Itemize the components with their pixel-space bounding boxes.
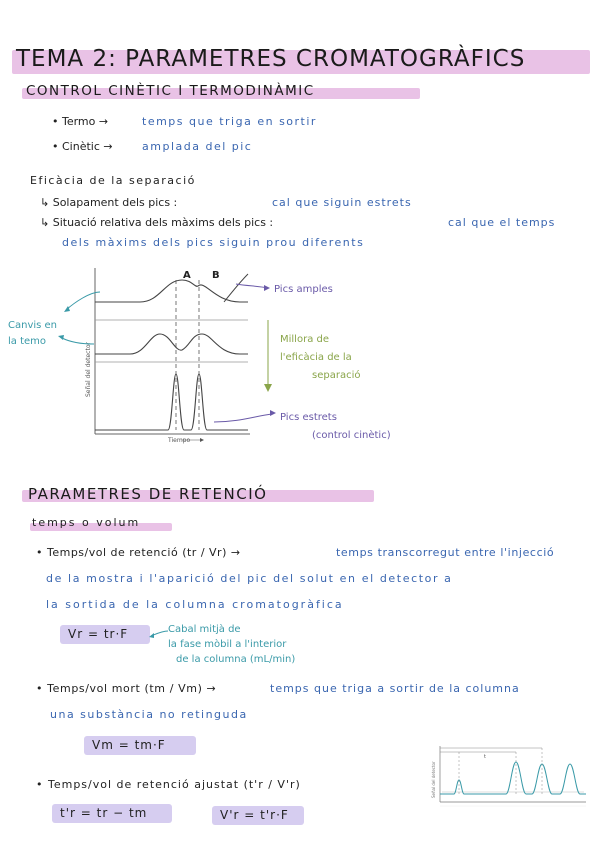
dead-time-term: • Temps/vol mort (tm / Vm) → (36, 682, 217, 695)
efficacy-title: Eficàcia de la separació (30, 174, 196, 187)
formula-vm: Vm = tm·F (92, 738, 166, 752)
note-narrow-1: Pics estrets (280, 412, 337, 423)
page-title: TEMA 2: PARAMETRES CROMATOGRÀFICS (16, 46, 526, 72)
formula1-note-arrow (148, 628, 170, 640)
bullet-cinetic-term: • Cinètic → (52, 140, 113, 153)
eff-position-term: ↳ Situació relativa dels màxims dels pics : (40, 216, 274, 229)
y-axis-label: Señal del detector (85, 342, 92, 397)
eff-position-def-b: dels màxims dels pics siguin prou diferents (62, 236, 365, 249)
adjusted-time-term: • Temps/vol de retenció ajustat (t'r / V'r) (36, 778, 301, 791)
note-left-1: Canvis en (8, 320, 58, 331)
chromatogram-figure (0, 262, 600, 452)
bullet-termo-term: • Termo → (52, 115, 109, 128)
section-subtitle: CONTROL CINÈTIC I TERMODINÀMIC (26, 83, 315, 99)
bullet-cinetic-def: amplada del pic (142, 140, 253, 153)
eff-overlap-term: ↳ Solapament dels pics : (40, 196, 178, 209)
section2-title: PARAMETRES DE RETENCIÓ (28, 485, 268, 503)
bullet-termo-def: temps que triga en sortir (142, 115, 317, 128)
formula1-note-b: la fase mòbil a l'interior (168, 639, 287, 650)
note-narrow-2: (control cinètic) (312, 430, 391, 441)
formula-vr: Vr = tr·F (68, 627, 129, 641)
retention-time-term: • Temps/vol de retenció (tr / Vr) → (36, 546, 241, 559)
formula-tr-adjusted: t'r = tr − tm (60, 806, 148, 820)
x-axis-label: Tiempo (168, 437, 191, 444)
formula1-note-a: Cabal mitjà de (168, 624, 241, 635)
formula-vr-adjusted: V'r = t'r·F (220, 808, 289, 822)
section2-subtitle: temps o volum (32, 516, 141, 529)
dead-time-def-b: una substància no retinguda (50, 708, 248, 721)
note-improve-1: Millora de (280, 334, 329, 345)
figure2-t-label: t (484, 754, 486, 760)
note-wide-peaks: Pics amples (274, 284, 333, 295)
figure2-y-axis: Señal del detector (431, 761, 436, 798)
note-improve-2: l'eficàcia de la (280, 352, 352, 363)
retention-time-def-b: de la mostra i l'aparició del pic del solut en el detector a (46, 572, 453, 585)
retention-time-def-a: temps transcorregut entre l'injecció (336, 546, 555, 559)
formula1-note-c: de la columna (mL/min) (176, 654, 296, 665)
note-improve-3: separació (312, 370, 361, 381)
eff-position-def-a: cal que el temps (448, 216, 556, 229)
dead-time-def-a: temps que triga a sortir de la columna (270, 682, 520, 695)
peak-b-label: B (212, 270, 220, 281)
retention-times-figure (424, 740, 590, 814)
eff-overlap-def: cal que siguin estrets (272, 196, 412, 209)
note-left-2: la temo (8, 336, 47, 347)
peak-a-label: A (183, 270, 191, 281)
retention-time-def-c: la sortida de la columna cromatogràfica (46, 598, 344, 611)
